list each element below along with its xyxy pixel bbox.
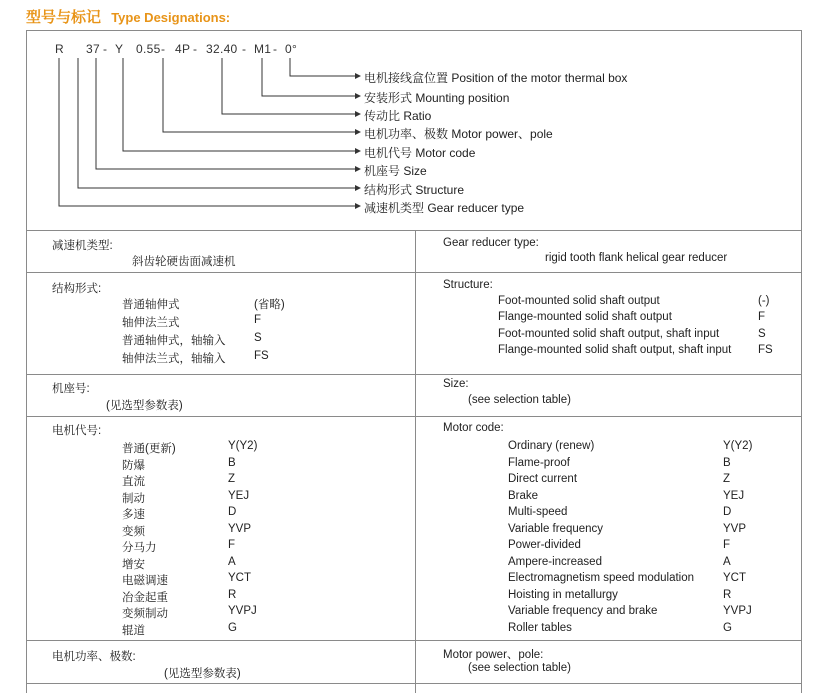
callout-label: 传动比 Ratio	[364, 109, 432, 123]
motor-cn-item: 制动	[122, 492, 145, 505]
motor-cn-code: YEJ	[228, 489, 250, 502]
motor-cn-code: A	[228, 555, 236, 568]
motor-en-item: Hoisting in metallurgy	[508, 588, 618, 601]
motor-en-code: F	[723, 539, 731, 551]
code-part: 0.55	[136, 42, 161, 56]
motor-en-code: A	[723, 555, 731, 568]
structure-cn-code: (省略)	[254, 299, 285, 311]
gear-type-en-value: rigid tooth flank helical gear reducer	[545, 252, 728, 264]
structure-cn-item: 轴伸法兰式	[122, 317, 180, 329]
code-part: -	[161, 42, 166, 56]
motor-en-code: YVPJ	[723, 605, 752, 617]
size-cn-value: (见选型参数表)	[106, 400, 183, 412]
row-divider	[27, 416, 801, 417]
motor-cn-code: Z	[228, 473, 236, 485]
motor-en-code: R	[723, 588, 732, 601]
motor-cn-item: 增安	[122, 558, 145, 571]
motor-cn-code: B	[228, 456, 236, 469]
motor-en-item: Variable frequency and brake	[508, 605, 658, 617]
code-part: R	[55, 42, 64, 56]
structure-en-code: F	[758, 311, 766, 323]
motor-cn-item: 多速	[122, 509, 145, 521]
motor-cn-code: YVP	[228, 522, 252, 535]
motor-en-code: Y(Y2)	[723, 440, 753, 452]
code-part: 0°	[285, 42, 298, 56]
row-divider	[27, 230, 801, 231]
motor-cn-code: D	[228, 506, 237, 518]
code-part: -	[103, 42, 108, 56]
structure-cn-code: S	[254, 332, 262, 344]
motor-cn-code: F	[228, 539, 236, 551]
motor-en-item: Direct current	[508, 473, 578, 485]
power-cn-title: 电机功率、极数:	[52, 651, 136, 663]
motor-en-code: D	[723, 506, 732, 518]
callout-label: 电机接线盒位置 Position of the motor thermal box	[364, 71, 628, 85]
motor-cn-item: 冶金起重	[122, 591, 168, 604]
motor-en-code: YCT	[723, 572, 746, 584]
row-divider	[27, 272, 801, 273]
code-part: 32.40	[206, 42, 238, 56]
motor-en-item: Brake	[508, 489, 539, 502]
motor-en-item: Variable frequency	[508, 522, 604, 535]
motor-en-item: Ampere-increased	[508, 555, 602, 568]
motor-en-item: Power-divided	[508, 539, 581, 551]
structure-cn-code: FS	[254, 350, 269, 362]
callout-label: 电机功率、极数 Motor power、pole	[364, 127, 553, 141]
motor-cn-item: 普通(更新)	[122, 443, 176, 455]
motor-cn-item: 变频制动	[122, 608, 168, 620]
motor-cn-item: 防爆	[122, 459, 145, 472]
motor-en-code: YVP	[723, 522, 747, 535]
motor-en-title: Motor code:	[443, 422, 504, 434]
power-en-title: Motor power、pole:	[443, 649, 544, 661]
code-part: Y	[115, 42, 124, 56]
row-divider	[27, 374, 801, 375]
gear-type-cn-title: 减速机类型:	[52, 240, 113, 252]
structure-en-item: Foot-mounted solid shaft output, shaft input	[498, 328, 720, 340]
code-part: 37	[86, 42, 100, 56]
motor-en-item: Roller tables	[508, 621, 572, 634]
structure-en-item: Flange-mounted solid shaft output	[498, 311, 672, 323]
motor-cn-item: 电磁调速	[122, 575, 168, 587]
callout-label: 减速机类型 Gear reducer type	[364, 201, 525, 215]
callout-label: 安装形式 Mounting position	[364, 91, 510, 105]
size-en-value: (see selection table)	[468, 394, 571, 406]
motor-cn-code: YVPJ	[228, 605, 257, 617]
heading-cn: 型号与标记	[26, 8, 102, 26]
motor-en-item: Flame-proof	[508, 456, 570, 469]
structure-en-code: FS	[758, 344, 773, 356]
motor-cn-item: 直流	[122, 476, 145, 488]
callout-label: 结构形式 Structure	[364, 183, 465, 197]
size-en-title: Size:	[443, 378, 469, 390]
structure-cn-title: 结构形式:	[52, 283, 102, 295]
motor-en-code: YEJ	[723, 489, 745, 502]
motor-cn-item: 辊道	[122, 624, 145, 637]
motor-cn-code: Y(Y2)	[228, 440, 258, 452]
code-part: -	[242, 42, 247, 56]
gear-type-en-title: Gear reducer type:	[443, 237, 539, 249]
code-part: -	[193, 42, 198, 56]
structure-en-code: S	[758, 328, 766, 340]
callout-label: 电机代号 Motor code	[364, 146, 476, 160]
motor-en-code: B	[723, 456, 731, 469]
motor-cn-code: R	[228, 588, 237, 601]
code-part: M1	[254, 42, 272, 56]
size-cn-title: 机座号:	[52, 383, 90, 395]
motor-cn-code: YCT	[228, 572, 251, 584]
structure-en-code: (-)	[758, 295, 770, 307]
row-divider	[27, 683, 801, 684]
gear-type-cn-value: 斜齿轮硬齿面减速机	[132, 256, 236, 268]
motor-en-item: Electromagnetism speed modulation	[508, 572, 695, 584]
power-en-value: (see selection table)	[468, 662, 571, 674]
motor-cn-code: G	[228, 621, 237, 634]
motor-cn-item: 变频	[122, 525, 145, 538]
structure-cn-item: 普通轴伸式	[122, 299, 180, 311]
motor-cn-title: 电机代号:	[52, 425, 102, 437]
motor-cn-item: 分马力	[122, 542, 157, 554]
structure-en-item: Foot-mounted solid shaft output	[498, 295, 660, 307]
power-cn-value: (见选型参数表)	[164, 668, 241, 680]
structure-cn-item: 轴伸法兰式，轴输入	[122, 353, 226, 365]
heading-en: Type Designations:	[111, 10, 231, 25]
row-divider	[27, 640, 801, 641]
structure-cn-code: F	[254, 314, 262, 326]
structure-en-item: Flange-mounted solid shaft output, shaft input	[498, 344, 732, 356]
callout-label: 机座号 Size	[364, 164, 427, 178]
code-part: -	[273, 42, 278, 56]
structure-en-title: Structure:	[443, 279, 493, 291]
motor-en-code: G	[723, 621, 732, 634]
column-divider	[415, 230, 416, 693]
motor-en-item: Multi-speed	[508, 506, 568, 518]
motor-en-item: Ordinary (renew)	[508, 440, 595, 452]
structure-cn-item: 普通轴伸式，轴输入	[122, 335, 226, 347]
motor-en-code: Z	[723, 473, 731, 485]
code-part: 4P	[175, 42, 191, 56]
